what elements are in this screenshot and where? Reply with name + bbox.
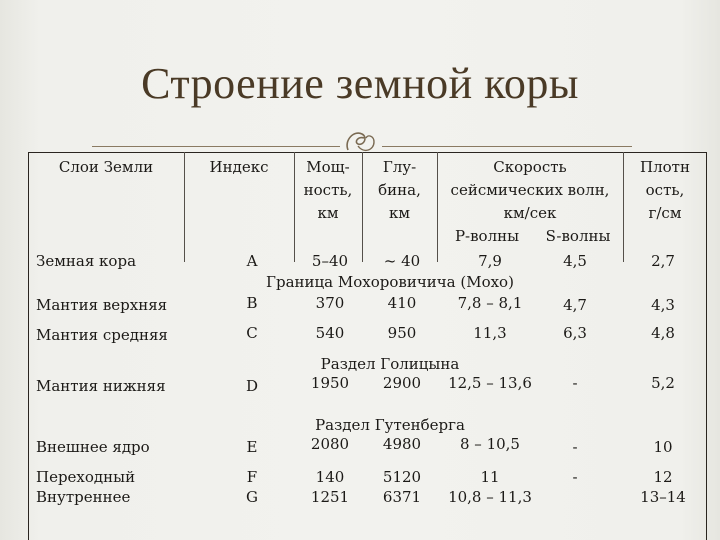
row-thickness: 540 xyxy=(315,324,345,342)
row-density: 4,8 xyxy=(651,324,675,342)
header-speed-line1: Скорость xyxy=(493,158,567,176)
row-index: D xyxy=(245,377,259,395)
header-thickness-line3: км xyxy=(317,204,339,222)
slide-title: Строение земной коры xyxy=(141,59,579,108)
header-speed-line2: сейсмических волн, xyxy=(450,181,610,199)
row-s-wave: 6,3 xyxy=(563,324,587,342)
row-s-wave: 4,7 xyxy=(563,296,587,314)
boundary-golitsyn: Раздел Голицына xyxy=(320,355,460,373)
header-density-line3: г/см xyxy=(648,204,682,222)
boundary-moho: Граница Мохоровичича (Мохо) xyxy=(266,273,514,291)
row-p-wave: 10,8 – 11,3 xyxy=(448,488,532,506)
row-depth: 410 xyxy=(387,294,417,312)
row-thickness: 5–40 xyxy=(311,252,349,270)
row-thickness: 2080 xyxy=(310,435,350,453)
row-index: F xyxy=(246,468,258,486)
row-depth: 5120 xyxy=(382,468,422,486)
header-depth-line3: км xyxy=(388,204,411,222)
row-layer-name: Внешнее ядро xyxy=(36,438,150,456)
row-depth: ~ 40 xyxy=(383,252,421,270)
header-density-line1: Плотн xyxy=(640,158,690,176)
row-s-wave: - xyxy=(572,438,578,456)
row-p-wave: 12,5 – 13,6 xyxy=(448,374,532,392)
row-density: 10 xyxy=(653,438,673,456)
header-density-line2: ость, xyxy=(645,181,685,199)
header-speed-line3: км/сек xyxy=(503,204,557,222)
title-rule-left xyxy=(92,146,340,147)
row-index: А xyxy=(246,252,258,270)
row-depth: 6371 xyxy=(382,488,422,506)
row-density: 2,7 xyxy=(651,252,675,270)
header-thickness-line2: ность, xyxy=(303,181,353,199)
row-depth: 2900 xyxy=(382,374,422,392)
row-p-wave: 7,9 xyxy=(478,252,502,270)
row-layer-name: Мантия нижняя xyxy=(36,377,166,395)
row-thickness: 140 xyxy=(315,468,345,486)
row-index: В xyxy=(246,294,258,312)
row-layer-name: Переходный xyxy=(36,468,136,486)
row-p-wave: 8 – 10,5 xyxy=(460,435,520,453)
row-p-wave: 7,8 – 8,1 xyxy=(457,294,523,312)
row-p-wave: 11 xyxy=(480,468,500,486)
row-index: G xyxy=(246,488,258,506)
row-p-wave: 11,3 xyxy=(473,324,507,342)
row-thickness: 1950 xyxy=(310,374,350,392)
row-density: 5,2 xyxy=(651,374,675,392)
header-depth-line1: Глу- xyxy=(382,158,417,176)
row-index: С xyxy=(246,324,258,342)
row-layer-name: Внутреннее xyxy=(36,488,131,506)
row-density: 13–14 xyxy=(640,488,686,506)
title-rule-right xyxy=(382,146,632,147)
row-depth: 4980 xyxy=(382,435,422,453)
header-depth-line2: бина, xyxy=(378,181,421,199)
row-depth: 950 xyxy=(387,324,417,342)
header-thickness-line1: Мощ- xyxy=(306,158,350,176)
row-s-wave: - xyxy=(572,374,578,392)
row-s-wave: - xyxy=(572,468,578,486)
header-layers: Слои Земли xyxy=(58,158,154,176)
header-p-waves: Р-волны xyxy=(454,227,520,245)
row-density: 12 xyxy=(653,468,673,486)
row-index: E xyxy=(246,438,258,456)
row-thickness: 1251 xyxy=(310,488,350,506)
row-layer-name: Мантия верхняя xyxy=(36,296,168,314)
boundary-gutenberg: Раздел Гутенберга xyxy=(315,416,465,434)
row-thickness: 370 xyxy=(315,294,345,312)
header-index: Индекс xyxy=(209,158,269,176)
row-layer-name: Мантия средняя xyxy=(36,326,168,344)
row-layer-name: Земная кора xyxy=(36,252,137,270)
header-s-waves: S-волны xyxy=(545,227,611,245)
row-density: 4,3 xyxy=(651,296,675,314)
row-s-wave: 4,5 xyxy=(563,252,587,270)
